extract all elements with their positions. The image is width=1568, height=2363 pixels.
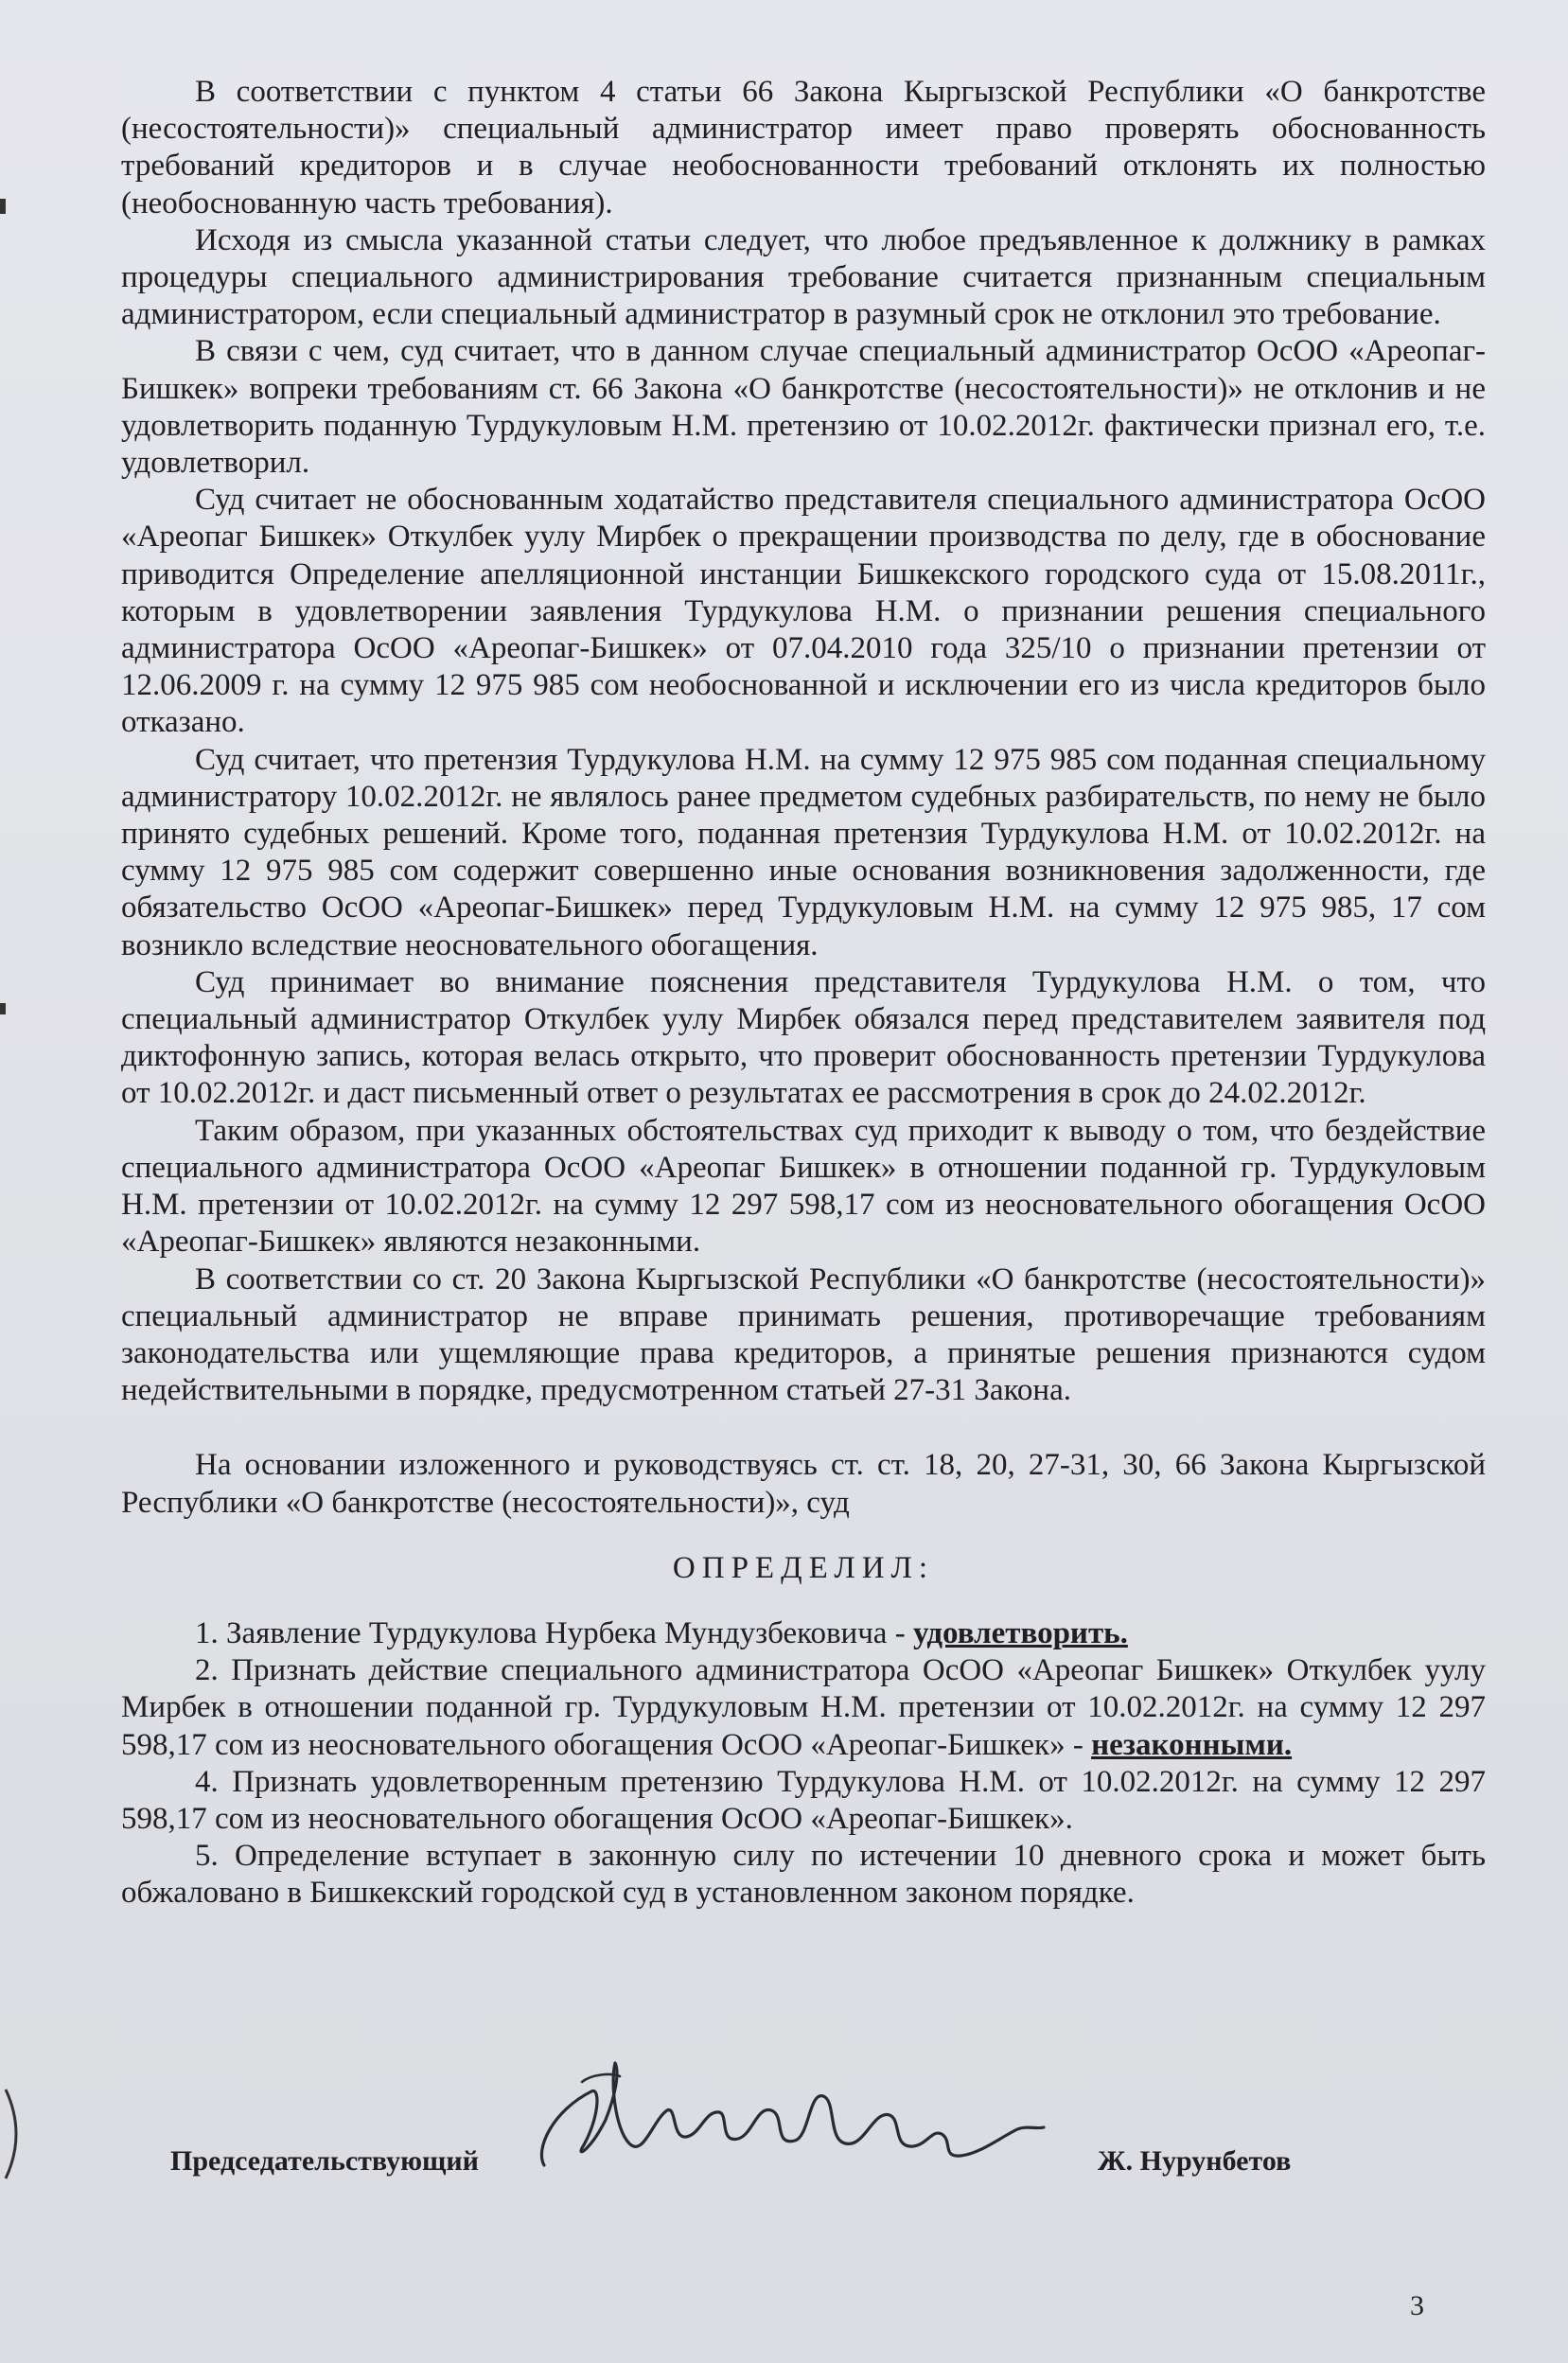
paragraph: Суд принимает во внимание пояснения представителя Турдукулова Н.М. о том, что специальный администратор Откулбек уулу Мирбек обязался перед представителем заявителя под диктофонную запись, которая велась открыто, что проверит обоснованность претензии Турдукулова от 10.02.2012г. и даст письменный ответ о результатах ее рассмотрения в срок до 24.02.2012г. [121, 964, 1486, 1111]
ruling-emphasis: удовлетворить. [912, 1615, 1128, 1650]
ruling-item-4: 4. Признать удовлетворенным претензию Турдукулова Н.М. от 10.02.2012г. на сумму 12 297 598,17 сом из неосновательного обогащения ОсОО «Ареопаг-Бишкек». [121, 1764, 1486, 1836]
paragraph: В соответствии с пунктом 4 статьи 66 Закона Кыргызской Республики «О банкротстве (несостоятельности)» специальный администратор имеет право проверять обоснованность требований кредиторов и в случае необоснованности требований отклонять их полностью (необоснованную часть требования). [121, 75, 1486, 220]
ruling-list [121, 1615, 1486, 1913]
paragraph: В соответствии со ст. 20 Закона Кыргызской Республики «О банкротстве (несостоятельности)» специальный администратор не вправе принимать решения, противоречащие требованиям законодательства или ущемляющие права кредиторов, а принятые решения признаются судом недействительными в порядке, предусмотренном статьей 27-31 Закона. [121, 1261, 1486, 1408]
margin-bracket [2, 2082, 30, 2186]
paragraph: Таким образом, при указанных обстоятельствах суд приходит к выводу о том, что бездействие специального администратора ОсОО «Ареопаг Бишкек» в отношении поданной гр. Турдукуловым Н.М. претензии от 10.02.2012г. на сумму 12 297 598,17 сом из неосновательного обогащения ОсОО «Ареопаг-Бишкек» являются незаконными. [121, 1113, 1486, 1260]
signature-label: Председательствующий [170, 2145, 479, 2177]
ruling-item-1: 1. Заявление Турдукулова Нурбека Мундузбековича - удовлетворить. [195, 1615, 1128, 1650]
paragraph: Суд считает не обоснованным ходатайство представителя специального администратора ОсОО «Ареопаг Бишкек» Откулбек уулу Мирбек о прекращении производства по делу, где в обоснование приводится Определение апелляционной инстанции Бишкекского городского суда от 15.08.2011г., которым в удовлетворении заявления Турдукулова Н.М. о признании решения специального администратора ОсОО «Ареопаг-Бишкек» от 07.04.2010 года 325/10 о признании претензии от 12.06.2009 г. на сумму 12 975 985 сом необоснованной и исключении его из числа кредиторов было отказано. [121, 483, 1486, 740]
ruling-heading: ОПРЕДЕЛИЛ: [672, 1550, 935, 1585]
paragraph: Исходя из смысла указанной статьи следует, что любое предъявленное к должнику в рамках процедуры специального администрирования требование считается признанным специальным администратором, если специальный администратор в разумный срок не отклонил это требование. [121, 222, 1486, 332]
paragraph: Суд считает, что претензия Турдукулова Н.М. на сумму 12 975 985 сом поданная специальному администратору 10.02.2012г. не являлось ранее предметом судебных разбирательств, по нему не было принято судебных решений. Кроме того, поданная претензия Турдукулова Н.М. от 10.02.2012г. на сумму 12 975 985 сом содержит совершенно иные основания возникновения задолженности, где обязательство ОсОО «Ареопаг-Бишкек» перед Турдукуловым Н.М. на сумму 12 975 985, 17 сом возникло вследствие неосновательного обогащения. [121, 742, 1486, 962]
signatory-name: Ж. Нурунбетов [1098, 2145, 1292, 2177]
handwritten-signature [525, 2054, 1055, 2195]
ruling-item-5: 5. Определение вступает в законную силу по истечении 10 дневного срока и может быть обжаловано в Бишкекский городской суд в установленном законом порядке. [121, 1839, 1486, 1911]
ruling-item-2: 2. Признать действие специального администратора ОсОО «Ареопаг Бишкек» Откулбек уулу Мирбек в отношении поданной гр. Турдукуловым Н.М. претензии от 10.02.2012г. на сумму 12 297 598,17 сом из неосновательного обогащения ОсОО «Ареопаг-Бишкек» - незаконными. [121, 1653, 1486, 1762]
ruling-emphasis: незаконными. [1091, 1727, 1293, 1762]
margin-mark [0, 1003, 6, 1014]
page-number: 3 [1410, 2290, 1424, 2321]
basis-paragraph: На основании изложенного и руководствуясь ст. ст. 18, 20, 27-31, 30, 66 Закона Кыргызской Республики «О банкротстве (несостоятельности)», суд [121, 1448, 1486, 1520]
paragraph: В связи с чем, суд считает, что в данном случае специальный администратор ОсОО «Ареопаг-Бишкек» вопреки требованиям ст. 66 Закона «О банкротстве (несостоятельности)» не отклонив и не удовлетворить поданную Турдукуловым Н.М. претензию от 10.02.2012г. фактически признал его, т.е. удовлетворил. [121, 334, 1486, 481]
margin-mark [0, 199, 6, 214]
document-body [121, 74, 1486, 1913]
